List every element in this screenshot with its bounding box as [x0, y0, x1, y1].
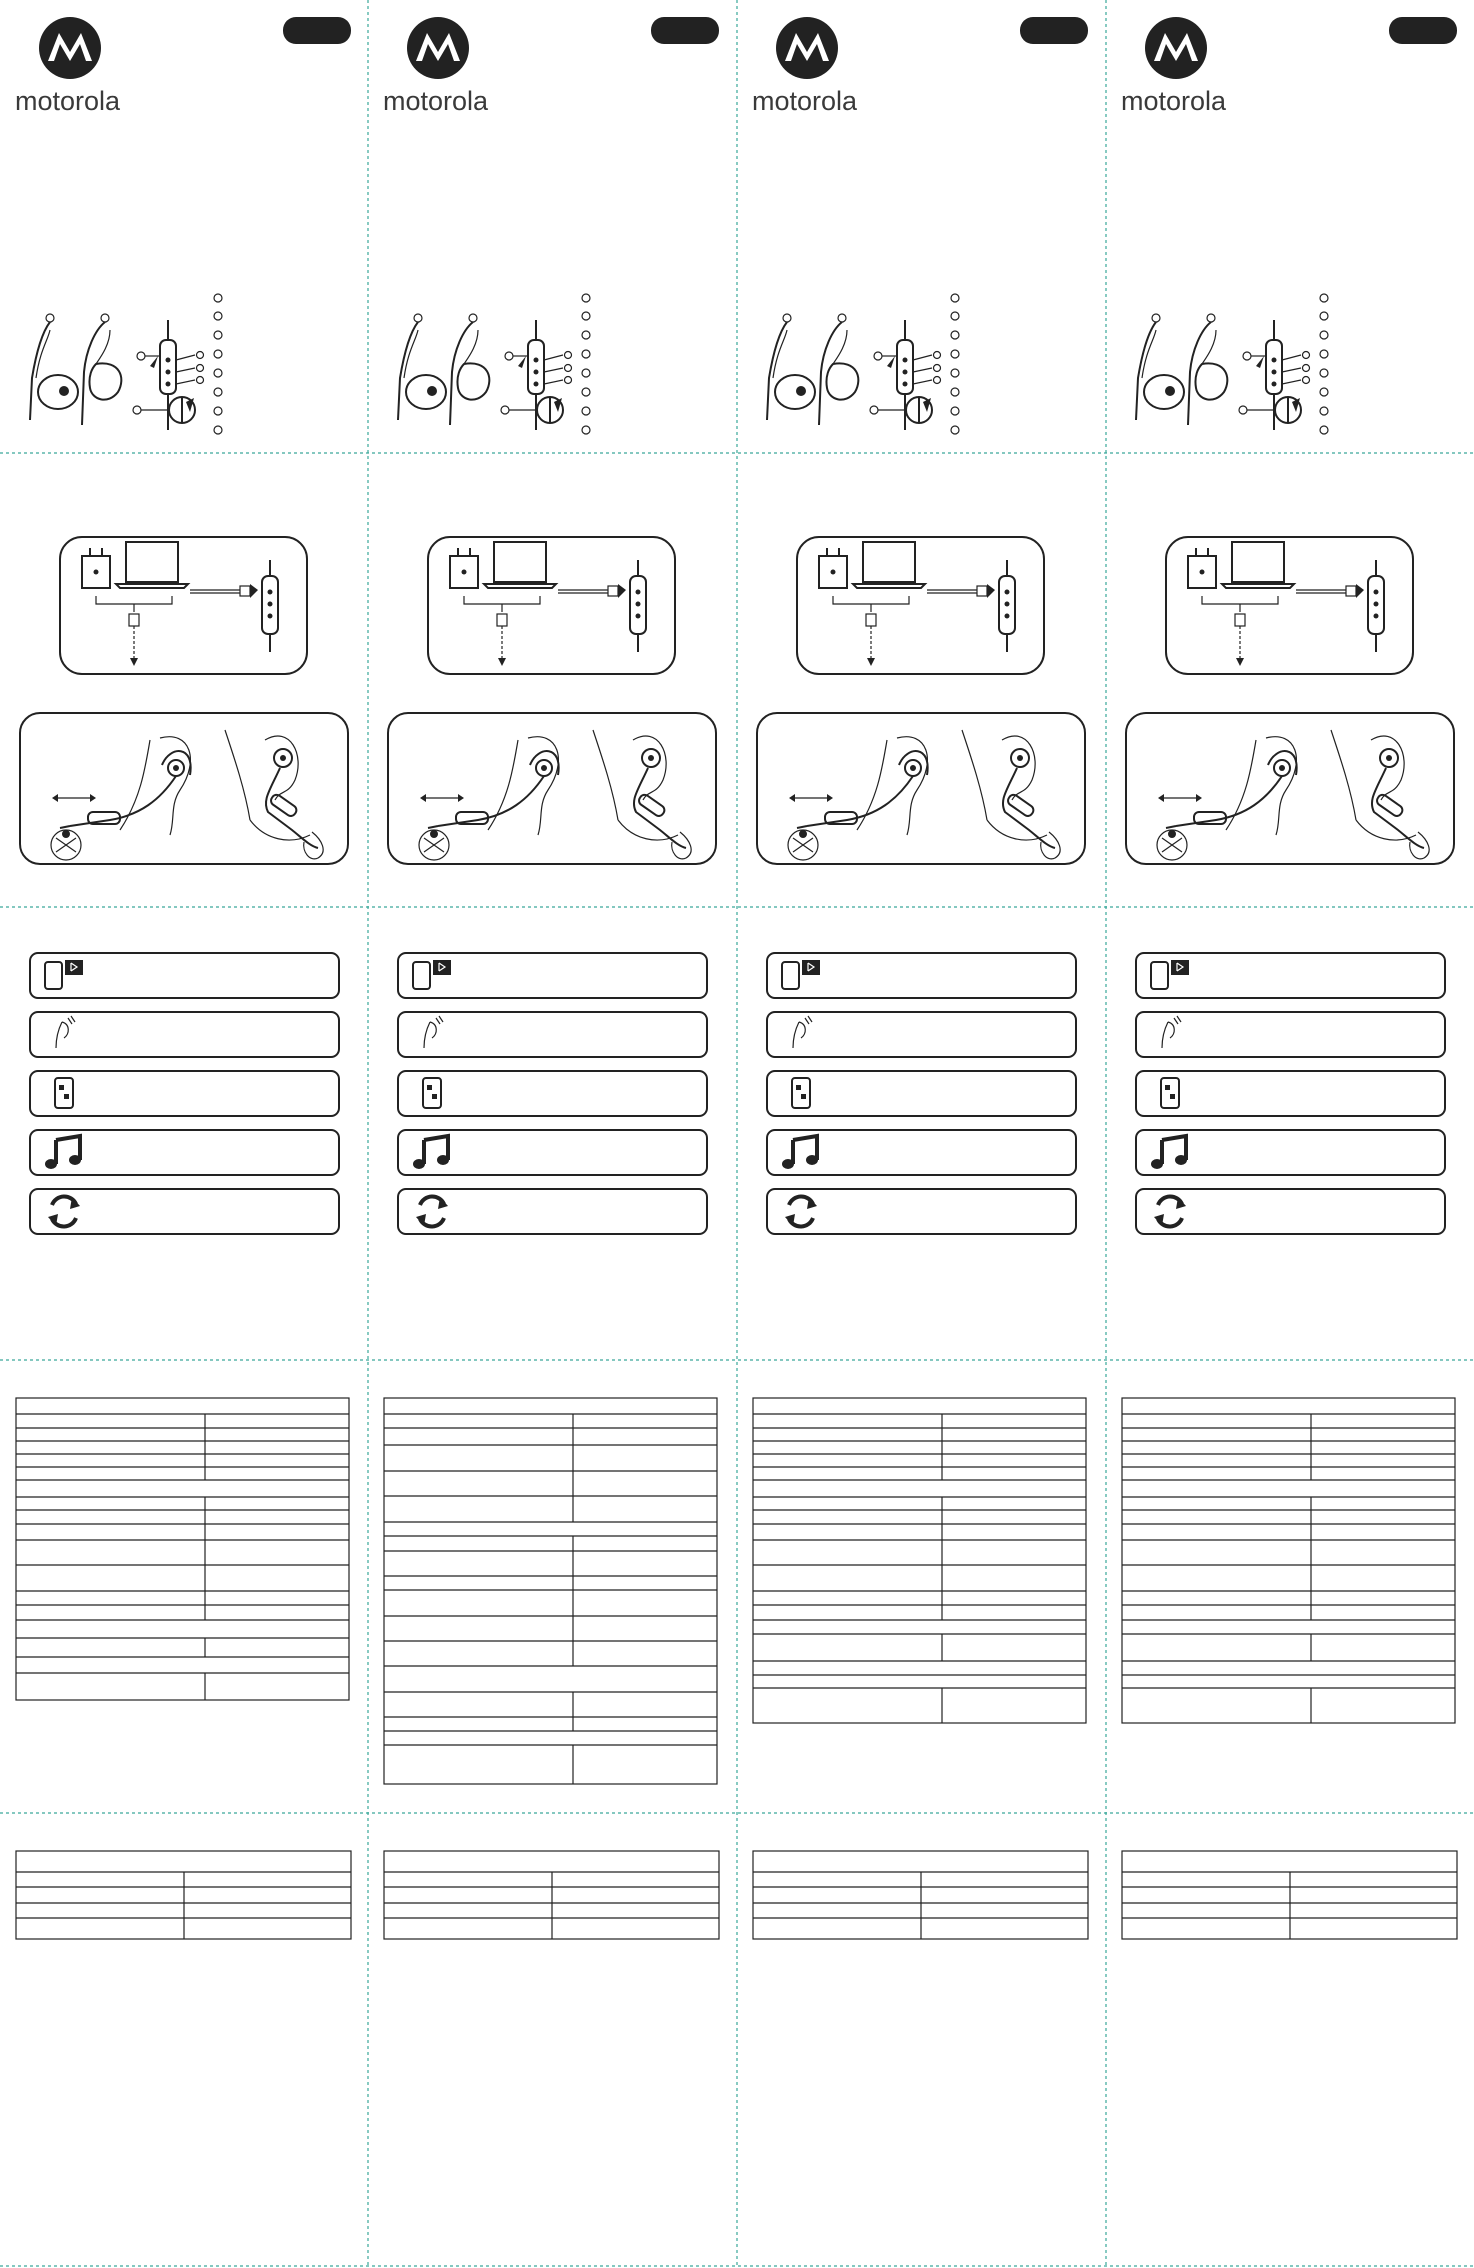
motorola-logo-icon: [1145, 17, 1207, 79]
small-table: [384, 1851, 719, 1939]
language-badge: [1389, 17, 1457, 44]
product-diagram: [398, 294, 590, 434]
feature-list: [30, 953, 339, 1234]
brand-name: motorola: [1121, 86, 1227, 116]
panel-3: [752, 17, 1088, 1939]
brand-name: motorola: [15, 86, 121, 116]
feature-list: [398, 953, 707, 1234]
charging-diagram: [797, 537, 1044, 674]
small-table: [16, 1851, 351, 1939]
specs-table: [16, 1398, 349, 1700]
language-badge: [651, 17, 719, 44]
specs-table: [1122, 1398, 1455, 1723]
charging-diagram: [60, 537, 307, 674]
panel-1: [15, 17, 351, 1939]
panel-2: [383, 17, 719, 1939]
small-table: [753, 1851, 1088, 1939]
wearing-diagram: [20, 713, 348, 864]
specs-table: [753, 1398, 1086, 1723]
feature-list: [767, 953, 1076, 1234]
brand-name: motorola: [752, 86, 858, 116]
product-diagram: [30, 294, 222, 434]
motorola-logo-icon: [776, 17, 838, 79]
language-badge: [1020, 17, 1088, 44]
product-diagram: [1136, 294, 1328, 434]
motorola-logo-icon: [407, 17, 469, 79]
charging-diagram: [1166, 537, 1413, 674]
wearing-diagram: [1126, 713, 1454, 864]
wearing-diagram: [388, 713, 716, 864]
motorola-logo-icon: [39, 17, 101, 79]
specs-table: [384, 1398, 717, 1784]
brand-name: motorola: [383, 86, 489, 116]
panel-4: [1121, 17, 1457, 1939]
wearing-diagram: [757, 713, 1085, 864]
language-badge: [283, 17, 351, 44]
product-diagram: [767, 294, 959, 434]
charging-diagram: [428, 537, 675, 674]
feature-list: [1136, 953, 1445, 1234]
small-table: [1122, 1851, 1457, 1939]
